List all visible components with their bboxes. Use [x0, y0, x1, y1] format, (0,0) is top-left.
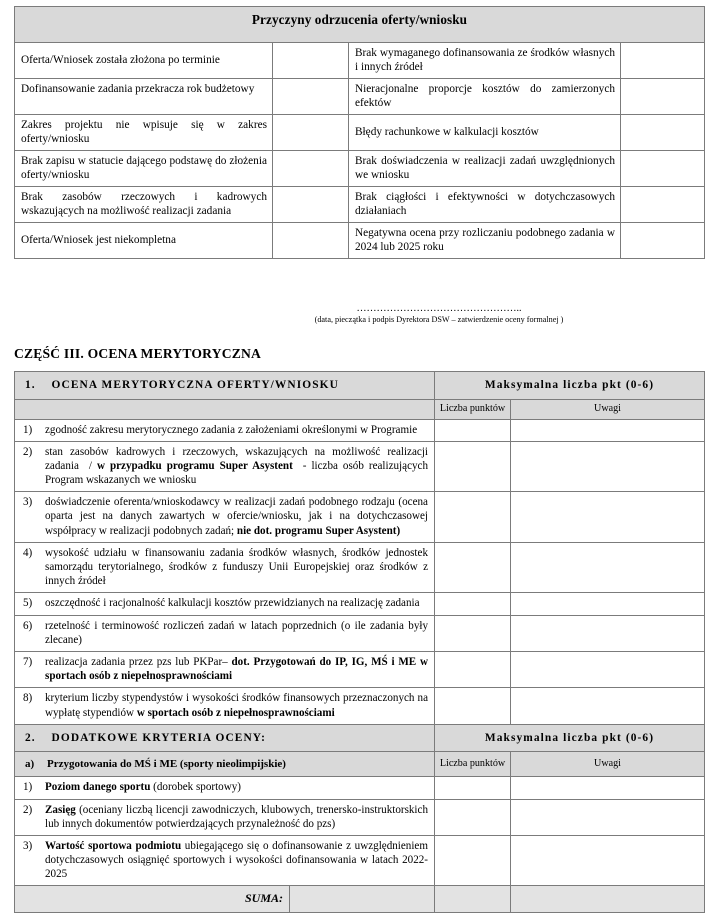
criterion-text: Wartość sportowa podmiotu ubiegającego się o dofinansowanie z uwzględnieniem dotychczasowych osiągnięć sportowych i wysokości dofinansowania w latach 2022-2025 [45, 839, 428, 881]
criterion-row [15, 419, 705, 441]
criterion-number: 2) [23, 803, 33, 816]
criterion-notes-input[interactable] [511, 441, 705, 492]
section1-max-points: Maksymalna liczba pkt (0-6) [435, 372, 705, 400]
criterion-notes-input[interactable] [511, 799, 705, 835]
criterion-notes-input[interactable] [511, 651, 705, 687]
reason-left-checkbox[interactable] [273, 223, 349, 259]
subsection-a-title [15, 752, 435, 777]
points-column-header: Liczba punktów [435, 752, 511, 777]
criterion-points-input[interactable] [435, 799, 511, 835]
criterion-text: oszczędność i racjonalność kalkulacji kosztów przewidzianych na realizację zadania [45, 597, 420, 610]
criterion-text: Poziom danego sportu (dorobek sportowy) [45, 781, 241, 794]
criterion-row [15, 651, 705, 687]
criterion-cell [15, 542, 435, 593]
sum-row [15, 886, 705, 912]
criterion-points-input[interactable] [435, 542, 511, 593]
criterion-row [15, 492, 705, 543]
notes-column-header: Uwagi [511, 399, 705, 419]
sum-cell [15, 886, 435, 912]
criterion-points-input[interactable] [435, 651, 511, 687]
table-row [15, 223, 705, 259]
signature-caption: (data, pieczątka i podpis Dyrektora DSW – zatwierdzenie oceny formalnej ) [314, 315, 564, 324]
criterion-points-input[interactable] [435, 441, 511, 492]
criterion-number: 2) [23, 445, 33, 458]
criterion-notes-input[interactable] [511, 419, 705, 441]
reason-left-checkbox[interactable] [273, 115, 349, 151]
criterion-cell [15, 441, 435, 492]
criterion-number: 6) [23, 619, 33, 632]
column-header-row [15, 399, 705, 419]
criterion-points-input[interactable] [435, 688, 511, 724]
table-row [15, 43, 705, 79]
criterion-number: 8) [23, 692, 33, 705]
rejection-table-body [15, 7, 705, 259]
reason-right-checkbox[interactable] [621, 43, 705, 79]
criterion-text: stan zasobów kadrowych i rzeczowych, wskazujących na możliwość realizacji zadania / w przypadku programu Super Asystent - liczba osób realizujących Program wskazanych we wniosku [45, 445, 429, 487]
criterion-notes-input[interactable] [511, 777, 705, 799]
table-header-row [15, 7, 705, 43]
criterion-row [15, 441, 705, 492]
criterion-text: rzetelność i terminowość rozliczeń zadań w latach poprzednich (o ile zadania były zlecane) [45, 619, 428, 646]
reason-left-checkbox[interactable] [273, 187, 349, 223]
table-row [15, 151, 705, 187]
page-title: CZĘŚĆ III. OCENA MERYTORYCZNA [14, 346, 262, 361]
criterion-cell [15, 593, 435, 615]
criterion-notes-input[interactable] [511, 615, 705, 651]
criterion-number: 4) [23, 546, 33, 559]
reason-left-text: Oferta/Wniosek została złożona po terminie [15, 43, 273, 79]
section-header-row [15, 372, 705, 400]
criterion-row [15, 799, 705, 835]
reason-right-checkbox[interactable] [621, 151, 705, 187]
criterion-cell [15, 615, 435, 651]
reason-right-checkbox[interactable] [621, 187, 705, 223]
reason-left-checkbox[interactable] [273, 43, 349, 79]
sum-notes-input[interactable] [511, 886, 705, 912]
criterion-cell [15, 835, 435, 886]
sum-label: SUMA: [244, 891, 283, 906]
section2-title [15, 724, 435, 752]
criterion-number: 1) [23, 781, 33, 794]
criterion-cell [15, 419, 435, 441]
criterion-notes-input[interactable] [511, 688, 705, 724]
section2-number: 2. [25, 731, 36, 744]
section1-title [15, 372, 435, 400]
section2-label: DODATKOWE KRYTERIA OCENY: [51, 731, 266, 744]
subsection-header-row [15, 752, 705, 777]
criterion-row [15, 835, 705, 886]
subsection-label: Przygotowania do MŚ i ME (sporty nieolimpijskie) [47, 758, 286, 771]
criterion-cell [15, 799, 435, 835]
rejection-table-title: Przyczyny odrzucenia oferty/wniosku [15, 7, 705, 43]
criterion-notes-input[interactable] [511, 835, 705, 886]
section1-number: 1. [25, 379, 36, 391]
criterion-number: 5) [23, 597, 33, 610]
criterion-cell [15, 651, 435, 687]
sum-value-input[interactable] [289, 886, 434, 911]
notes-column-header: Uwagi [511, 752, 705, 777]
reason-left-text: Zakres projektu nie wpisuje się w zakres oferty/wniosku [15, 115, 273, 151]
criterion-row [15, 688, 705, 724]
criteria-column-blank [15, 399, 435, 419]
rejection-reasons-table [14, 6, 705, 259]
criterion-row [15, 615, 705, 651]
reason-left-text: Brak zapisu w statucie dającego podstawę do złożenia oferty/wniosku [15, 151, 273, 187]
criterion-text: kryterium liczby stypendystów i wysokości środków finansowych przeznaczonych na wypłatę stypendiów w sportach osób z niepełnosprawnościami [45, 692, 428, 719]
points-column-header: Liczba punktów [435, 399, 511, 419]
criterion-row [15, 593, 705, 615]
criterion-text: realizacja zadania przez pzs lub PKPar– dot. Przygotowań do IP, IG, MŚ i ME w sportach osób z niepełnosprawnościami [45, 655, 428, 683]
signature-dotted-line: ………………………………………….. [356, 303, 522, 314]
criterion-notes-input[interactable] [511, 542, 705, 593]
criterion-cell [15, 777, 435, 799]
criterion-number: 3) [23, 839, 33, 852]
table-row [15, 79, 705, 115]
reason-right-checkbox[interactable] [621, 79, 705, 115]
criterion-points-input[interactable] [435, 419, 511, 441]
criterion-number: 1) [23, 423, 33, 436]
criterion-text: zgodność zakresu merytorycznego zadania z założeniami określonymi w Programie [45, 423, 418, 436]
criterion-text: wysokość udziału w finansowaniu zadania środków własnych, środków jednostek samorządu terytorialnego, środków z funduszy Unii Europejskiej oraz środków z innych źródeł [45, 546, 428, 588]
criterion-notes-input[interactable] [511, 593, 705, 615]
criterion-row [15, 777, 705, 799]
reason-right-checkbox[interactable] [621, 223, 705, 259]
subsection-letter: a) [25, 758, 35, 771]
reason-right-text: Negatywna ocena przy rozliczaniu podobnego zadania w 2024 lub 2025 roku [349, 223, 621, 259]
signature-block [14, 304, 704, 324]
reason-right-text: Brak wymaganego dofinansowania ze środków własnych i innych źródeł [349, 43, 621, 79]
reason-right-text: Nieracjonalne proporcje kosztów do zamierzonych efektów [349, 79, 621, 115]
criterion-points-input[interactable] [435, 835, 511, 886]
criterion-cell [15, 492, 435, 543]
merit-table-body [15, 372, 705, 913]
reason-left-text: Brak zasobów rzeczowych i kadrowych wskazujących na możliwość realizacji zadania [15, 187, 273, 223]
criterion-text: doświadczenie oferenta/wnioskodawcy w realizacji zadań podobnego rodzaju (ocena oparta jest na danych zawartych w ofercie/wniosku, jak i na dotychczasowej współpracy w realizacji podobnych zadań; nie dot. programu Super Asystent) [45, 496, 428, 537]
reason-right-text: Brak doświadczenia w realizacji zadań uwzględnionych we wniosku [349, 151, 621, 187]
section2-max-points: Maksymalna liczba pkt (0-6) [435, 724, 705, 752]
criterion-number: 7) [23, 655, 33, 668]
reason-left-text: Oferta/Wniosek jest niekompletna [15, 223, 273, 259]
table-row [15, 115, 705, 151]
sum-points-input[interactable] [435, 886, 511, 912]
criterion-points-input[interactable] [435, 593, 511, 615]
criterion-cell [15, 688, 435, 724]
reason-left-checkbox[interactable] [273, 79, 349, 115]
reason-right-text: Błędy rachunkowe w kalkulacji kosztów [349, 115, 621, 151]
reason-left-checkbox[interactable] [273, 151, 349, 187]
reason-left-text: Dofinansowanie zadania przekracza rok budżetowy [15, 79, 273, 115]
criterion-points-input[interactable] [435, 492, 511, 543]
criterion-notes-input[interactable] [511, 492, 705, 543]
table-row [15, 187, 705, 223]
criterion-text: Zasięg (oceniany liczbą licencji zawodniczych, klubowych, trenersko-instruktorskich lub innych dokumentów potwierdzających przynależność do pzs) [45, 803, 428, 830]
reason-right-text: Brak ciągłości i efektywności w dotychczasowych działaniach [349, 187, 621, 223]
section1-label: OCENA MERYTORYCZNA OFERTY/WNIOSKU [51, 379, 339, 391]
criterion-points-input[interactable] [435, 777, 511, 799]
criterion-row [15, 542, 705, 593]
merit-assessment-table [14, 371, 705, 913]
criterion-number: 3) [23, 496, 33, 509]
section-header-row [15, 724, 705, 752]
criterion-points-input[interactable] [435, 615, 511, 651]
reason-right-checkbox[interactable] [621, 115, 705, 151]
